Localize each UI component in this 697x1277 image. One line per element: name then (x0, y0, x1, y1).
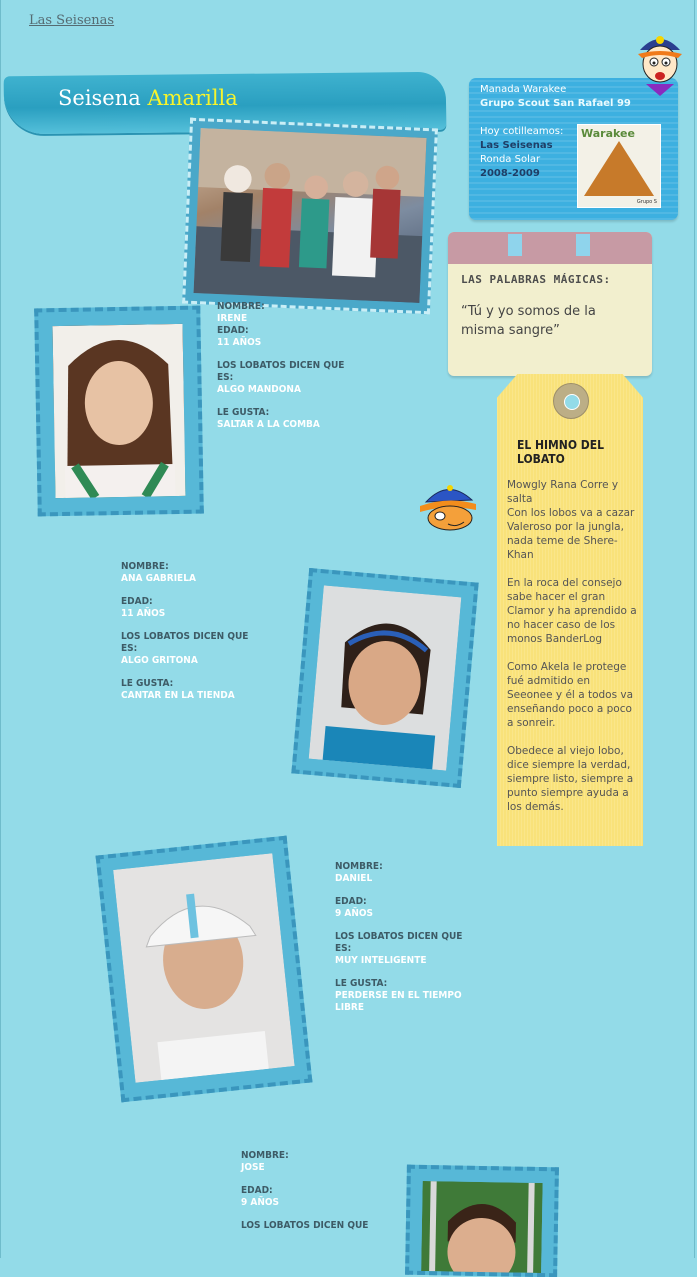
likes-label: LE GUSTA: (335, 978, 388, 989)
info-card (469, 78, 678, 220)
member-likes: PERDERSE EN EL TIEMPO LIBRE (335, 990, 462, 1013)
age-label: EDAD: (241, 1185, 273, 1196)
member-age: 11 AÑOS (217, 337, 262, 348)
member-photo-frame (291, 568, 478, 788)
magic-words-quote: “Tú y yo somos de la misma sangre” (461, 304, 596, 338)
age-label: EDAD: (335, 896, 367, 907)
say-label: LOS LOBATOS DICEN QUE ES: (217, 360, 345, 383)
member-photo-frame (96, 836, 313, 1103)
member-profile (335, 861, 465, 1025)
member-name: JOSE (241, 1162, 265, 1173)
name-label: NOMBRE: (121, 561, 169, 572)
member-say: MUY INTELIGENTE (335, 955, 427, 966)
say-label: LOS LOBATOS DICEN QUE ES: (335, 931, 463, 954)
tag-hole (553, 383, 589, 419)
member-profile (241, 1150, 371, 1232)
magic-words-label: LAS PALABRAS MÁGICAS: (461, 273, 611, 286)
member-say: ALGO MANDONA (217, 384, 301, 395)
hymn-text: Mowgly Rana Corre y salta Con los lobos va a cazar Valeroso por la jungla, nada teme de Shere-Khan En la roca del consejo sabe hacer el gran Clamor y ha aprendido a no hacer caso de los monos BanderLog Como Akela le protege fué admitido en Seeonee y él a todos va enseñando poco a poco a sonreir. Obedece al viejo lobo, dice siempre la verdad, siempre listo, siempre a punto siempre ayuda a los demás. (507, 479, 637, 813)
likes-label: LE GUSTA: (121, 678, 174, 689)
member-age: 9 AÑOS (241, 1197, 280, 1208)
breadcrumb-link[interactable]: Las Seisenas (29, 13, 115, 28)
name-label: NOMBRE: (241, 1150, 289, 1161)
member-likes: CANTAR EN LA TIENDA (121, 690, 235, 701)
member-name: DANIEL (335, 873, 373, 884)
age-label: EDAD: (121, 596, 153, 607)
info-ronda: Ronda Solar (480, 154, 541, 165)
member-photo (53, 324, 186, 498)
member-photo (113, 853, 294, 1083)
member-say: ALGO GRITONA (121, 655, 198, 666)
tent-icon (584, 141, 654, 196)
member-profile (217, 301, 347, 442)
member-profile (121, 561, 251, 713)
badge-small: Grupo S (636, 199, 657, 205)
member-photo-frame (34, 306, 204, 517)
warakee-badge (577, 124, 661, 208)
member-photo (309, 585, 462, 770)
header-tab (508, 234, 522, 256)
magic-words-header (448, 232, 652, 264)
magic-words-box (448, 232, 652, 376)
info-year: 2008-2009 (480, 168, 540, 179)
hymn-title: EL HIMNO DEL LOBATO (517, 438, 604, 466)
member-photo-frame (405, 1165, 559, 1277)
likes-label: LE GUSTA: (217, 407, 270, 418)
group-photo-image (194, 128, 427, 303)
header-tab (576, 234, 590, 256)
page-title (58, 86, 238, 110)
name-label: NOMBRE: (335, 861, 383, 872)
member-name: ANA GABRIELA (121, 573, 196, 584)
member-name: IRENE (217, 313, 248, 324)
group-photo (182, 118, 438, 315)
member-photo (421, 1181, 543, 1273)
badge-word: Warakee (581, 127, 635, 140)
member-likes: SALTAR A LA COMBA (217, 419, 320, 430)
member-age: 9 AÑOS (335, 908, 374, 919)
cap-character-icon (418, 480, 480, 532)
say-label: LOS LOBATOS DICEN QUE (241, 1220, 369, 1231)
name-label: NOMBRE: (217, 301, 265, 312)
title-prefix: Seisena (58, 86, 141, 110)
say-label: LOS LOBATOS DICEN QUE ES: (121, 631, 249, 654)
member-age: 11 AÑOS (121, 608, 166, 619)
info-seisenas: Las Seisenas (480, 140, 553, 151)
scout-mascot-icon (634, 28, 686, 96)
info-grupo: Grupo Scout San Rafael 99 (480, 98, 631, 109)
title-accent: Amarilla (147, 86, 238, 110)
info-hoy: Hoy cotilleamos: (480, 126, 564, 137)
age-label: EDAD: (217, 325, 249, 336)
info-manada: Manada Warakee (480, 84, 567, 95)
